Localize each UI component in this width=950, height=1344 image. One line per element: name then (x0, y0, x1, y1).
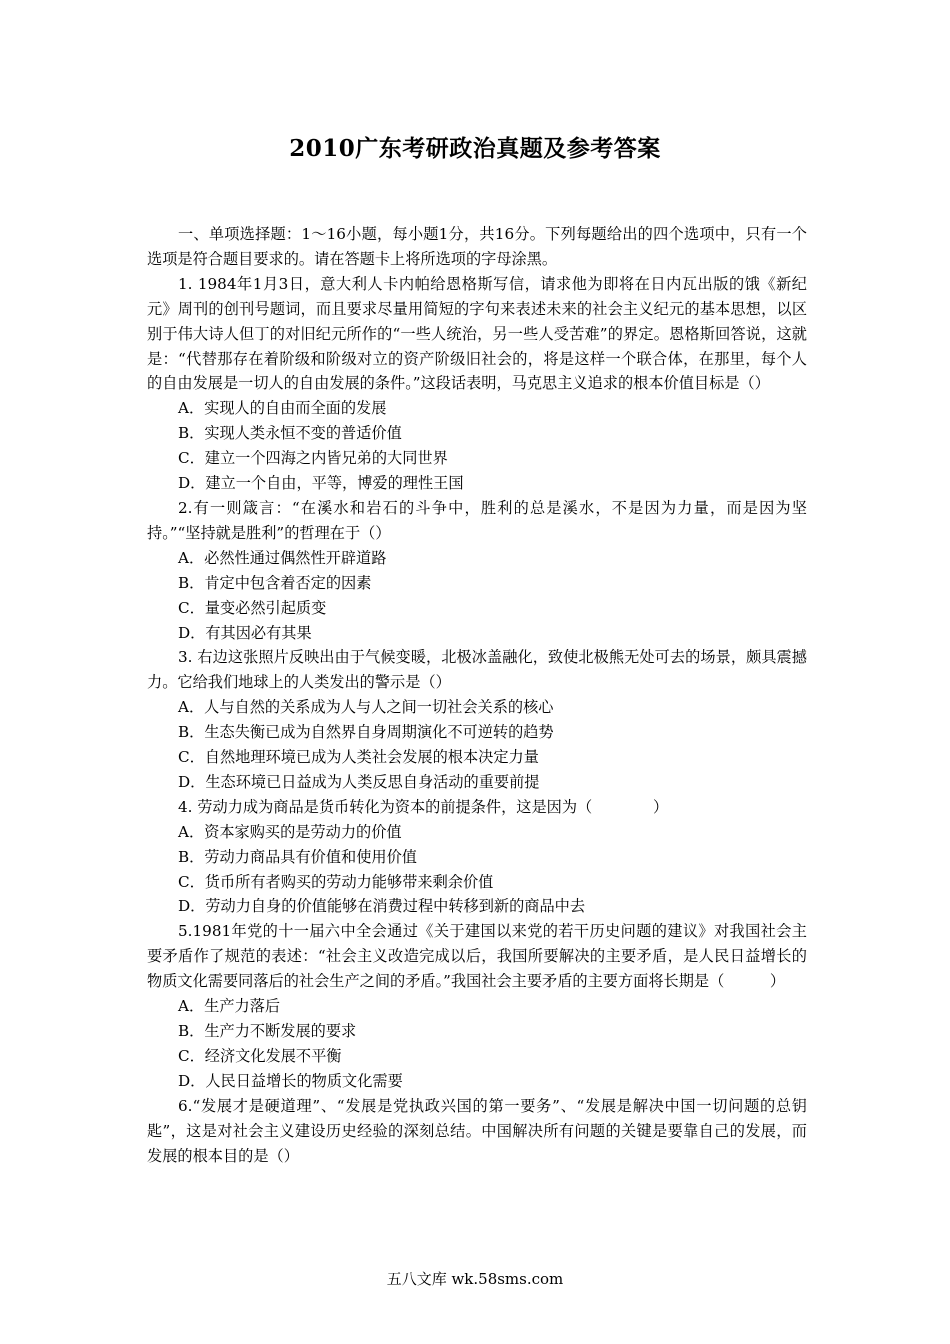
answer-option: D．建立一个自由，平等，博爱的理性王国 (178, 474, 464, 493)
section-instruction: 一、单项选择题：1～16小题，每小题1分，共16分。下列每题给出的四个选项中，只有一个选项是符合题目要求的。请在答题卡上将所选项的字母涂黑。 (147, 225, 807, 268)
answer-option: C．货币所有者购买的劳动力能够带来剩余价值 (178, 872, 494, 891)
answer-option: A．实现人的自由而全面的发展 (178, 399, 387, 418)
answer-option: A．必然性通过偶然性开辟道路 (178, 548, 387, 567)
answer-option: A．资本家购买的是劳动力的价值 (178, 822, 402, 841)
answer-option: D．生态环境已日益成为人类反思自身活动的重要前提 (178, 772, 540, 791)
answer-option: B．实现人类永恒不变的普适价值 (178, 424, 402, 443)
answer-option: A．人与自然的关系成为人与人之间一切社会关系的核心 (178, 698, 554, 717)
answer-option: B．生产力不断发展的要求 (178, 1022, 357, 1040)
answer-option: B．劳动力商品具有价值和使用价值 (178, 847, 417, 866)
answer-option: C．建立一个四海之内皆兄弟的大同世界 (178, 449, 448, 468)
question-stem: 2.有一则箴言：“在溪水和岩石的斗争中，胜利的总是溪水，不是因为力量，而是因为坚持。”“坚持就是胜利”的哲理在于（） (147, 498, 807, 542)
answer-option: D．人民日益增长的物质文化需要 (178, 1071, 403, 1090)
answer-option: C．自然地理环境已成为人类社会发展的根本决定力量 (178, 748, 539, 767)
answer-option: A．生产力落后 (178, 997, 281, 1016)
answer-option: C．量变必然引起质变 (178, 598, 327, 617)
question-stem: 4. 劳动力成为商品是货币转化为资本的前提条件，这是因为（ ） (178, 797, 669, 816)
question-stem: 3. 右边这张照片反映出由于气候变暖，北极冰盖融化，致使北极熊无处可去的场景，颇具震撼力。它给我们地球上的人类发出的警示是（） (147, 648, 807, 692)
answer-option: D．有其因必有其果 (178, 623, 312, 642)
answer-option: B．生态失衡已成为自然界自身周期演化不可逆转的趋势 (178, 723, 554, 742)
page-footer: 五八文库 wk.58sms.com (386, 1270, 564, 1288)
page-title: 2010广东考研政治真题及参考答案 (289, 135, 661, 162)
answer-option: B．肯定中包含着否定的因素 (178, 573, 372, 592)
document-body (147, 222, 807, 1168)
question-stem: 5.1981年党的十一届六中全会通过《关于建国以来党的若干历史问题的建议》对我国社会主要矛盾作了规范的表述：“社会主义改造完成以后，我国所要解决的主要矛盾，是人民日益增长的物质文化需要同落后的社会生产之间的矛盾。”我国社会主要矛盾的主要方面将长期是（ ） (147, 922, 807, 991)
question-stem: 6.“发展才是硬道理”、“发展是党执政兴国的第一要务”、“发展是解决中国一切问题的总钥匙”，这是对社会主义建设历史经验的深刻总结。中国解决所有问题的关键是要靠自己的发展，而发展的根本目的是（） (147, 1096, 807, 1165)
answer-option: C．经济文化发展不平衡 (178, 1046, 342, 1065)
answer-option: D．劳动力自身的价值能够在消费过程中转移到新的商品中去 (178, 897, 586, 916)
question-stem: 1. 1984年1月3日，意大利人卡内帕给恩格斯写信，请求他为即将在日内瓦出版的饿《新纪元》周刊的创刊号题词，而且要求尽量用简短的字句来表述未来的社会主义纪元的基本思想，以区别于伟大诗人但丁的对旧纪元所作的“一些人统治，另一些人受苦难”的界定。恩格斯回答说，这就是：“代替那存在着阶级和阶级对立的资产阶级旧社会的，将是这样一个联合体，在那里，每个人的自由发展是一切人的自由发展的条件。”这段话表明，马克思主义追求的根本价值目标是（） (147, 274, 807, 393)
